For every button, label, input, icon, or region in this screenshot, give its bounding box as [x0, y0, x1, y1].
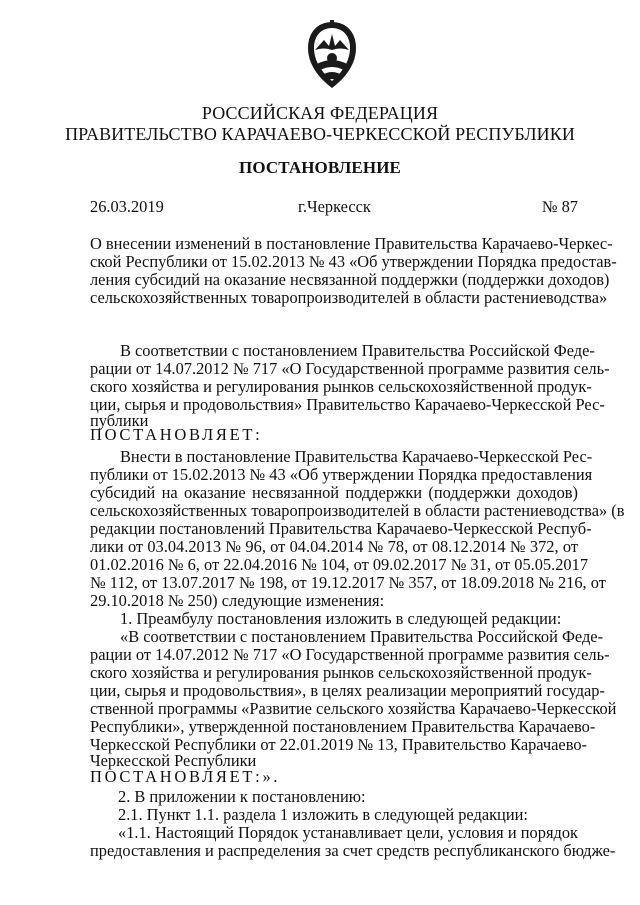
body-line: Черкесской Республики от 22.01.2019 № 13, Правительство Карачаево- — [90, 735, 587, 754]
document-type-title: ПОСТАНОВЛЕНИЕ — [239, 158, 401, 177]
resolution-heading: ПОСТАНОВЛЯЕТ:». — [90, 767, 281, 786]
body-line: 2.1. Пункт 1.1. раздела 1 изложить в следующей редакции: — [118, 805, 528, 824]
body-line: публики — [90, 411, 149, 430]
document-date: 26.03.2019 — [90, 197, 164, 216]
body-line: лики от 03.04.2013 № 96, от 04.04.2014 № 78, от 08.12.2014 № 372, от — [90, 537, 578, 556]
header-country: РОССИЙСКАЯ ФЕДЕРАЦИЯ — [201, 103, 439, 123]
body-line: 01.02.2016 № 6, от 22.04.2016 № 104, от 09.02.2017 № 31, от 05.05.2017 — [90, 555, 589, 574]
title-line: сельскохозяйственных товаропроизводителей в области растениеводства» — [90, 288, 608, 307]
body-line: «1.1. Настоящий Порядок устанавливает цели, условия и порядок — [118, 823, 578, 842]
body-line: публики от 15.02.2013 № 43 «Об утверждении Порядка предоставления — [90, 465, 593, 484]
body-line: «В соответствии с постановлением Правительства Российской Феде- — [120, 627, 604, 646]
body-line: редакции постановлений Правительства Карачаево-Черкесской Респуб- — [90, 519, 592, 538]
body-line: В соответствии с постановлением Правительства Российской Феде- — [120, 341, 595, 360]
title-line: ской Республики от 15.02.2013 № 43 «Об утверждении Порядка предостав- — [90, 252, 617, 271]
body-line: Республики», утвержденной постановлением Правительства Карачаево- — [90, 717, 596, 736]
title-line: ления субсидий на оказание несвязанной поддержки (поддержки доходов) — [90, 270, 610, 289]
body-line: ции, сырья и продовольствия», в целях реализации мероприятий государ- — [90, 681, 605, 700]
body-line: ственной программы «Развитие сельского хозяйства Карачаево-Черкесской — [90, 699, 617, 718]
body-line: 29.10.2018 № 250) следующие изменения: — [90, 591, 385, 610]
body-line: 1. Преамбулу постановления изложить в следующей редакции: — [120, 609, 562, 628]
body-line: Внести в постановление Правительства Карачаево-Черкесской Рес- — [120, 447, 593, 466]
document-city: г.Черкесск — [298, 197, 371, 216]
body-line: ского хозяйства и регулирования рынков сельскохозяйственной продук- — [90, 663, 592, 682]
body-line: № 112, от 13.07.2017 № 198, от 19.12.2017 № 357, от 18.09.2018 № 216, от — [90, 573, 606, 592]
body-line: субсидий на оказание несвязанной поддержки (поддержки доходов) — [90, 483, 578, 502]
body-line: рации от 14.07.2012 № 717 «О Государственной программе развития сель- — [90, 359, 610, 378]
body-line: Черкесской Республики — [90, 751, 257, 770]
body-line: ского хозяйства и регулирования рынков сельскохозяйственной продук- — [90, 377, 592, 396]
body-line: предоставления и распределения за счет средств республиканского бюдже- — [90, 841, 616, 860]
document-number: № 87 — [541, 197, 578, 216]
body-line: рации от 14.07.2012 № 717 «О Государственной программе развития сель- — [90, 645, 610, 664]
title-line: О внесении изменений в постановление Правительства Карачаево-Черкес- — [90, 234, 613, 253]
body-line: ции, сырья и продовольствия» Правительство Карачаево-Черкесской Рес- — [90, 395, 605, 414]
resolution-heading: ПОСТАНОВЛЯЕТ: — [90, 425, 263, 444]
header-government: ПРАВИТЕЛЬСТВО КАРАЧАЕВО-ЧЕРКЕССКОЙ РЕСПУБЛИКИ — [65, 124, 575, 144]
body-line: сельскохозяйственных товаропроизводителей в области растениеводства» (в — [90, 501, 625, 520]
body-line: 2. В приложении к постановлению: — [118, 787, 366, 806]
coat-of-arms-emblem — [300, 20, 364, 90]
